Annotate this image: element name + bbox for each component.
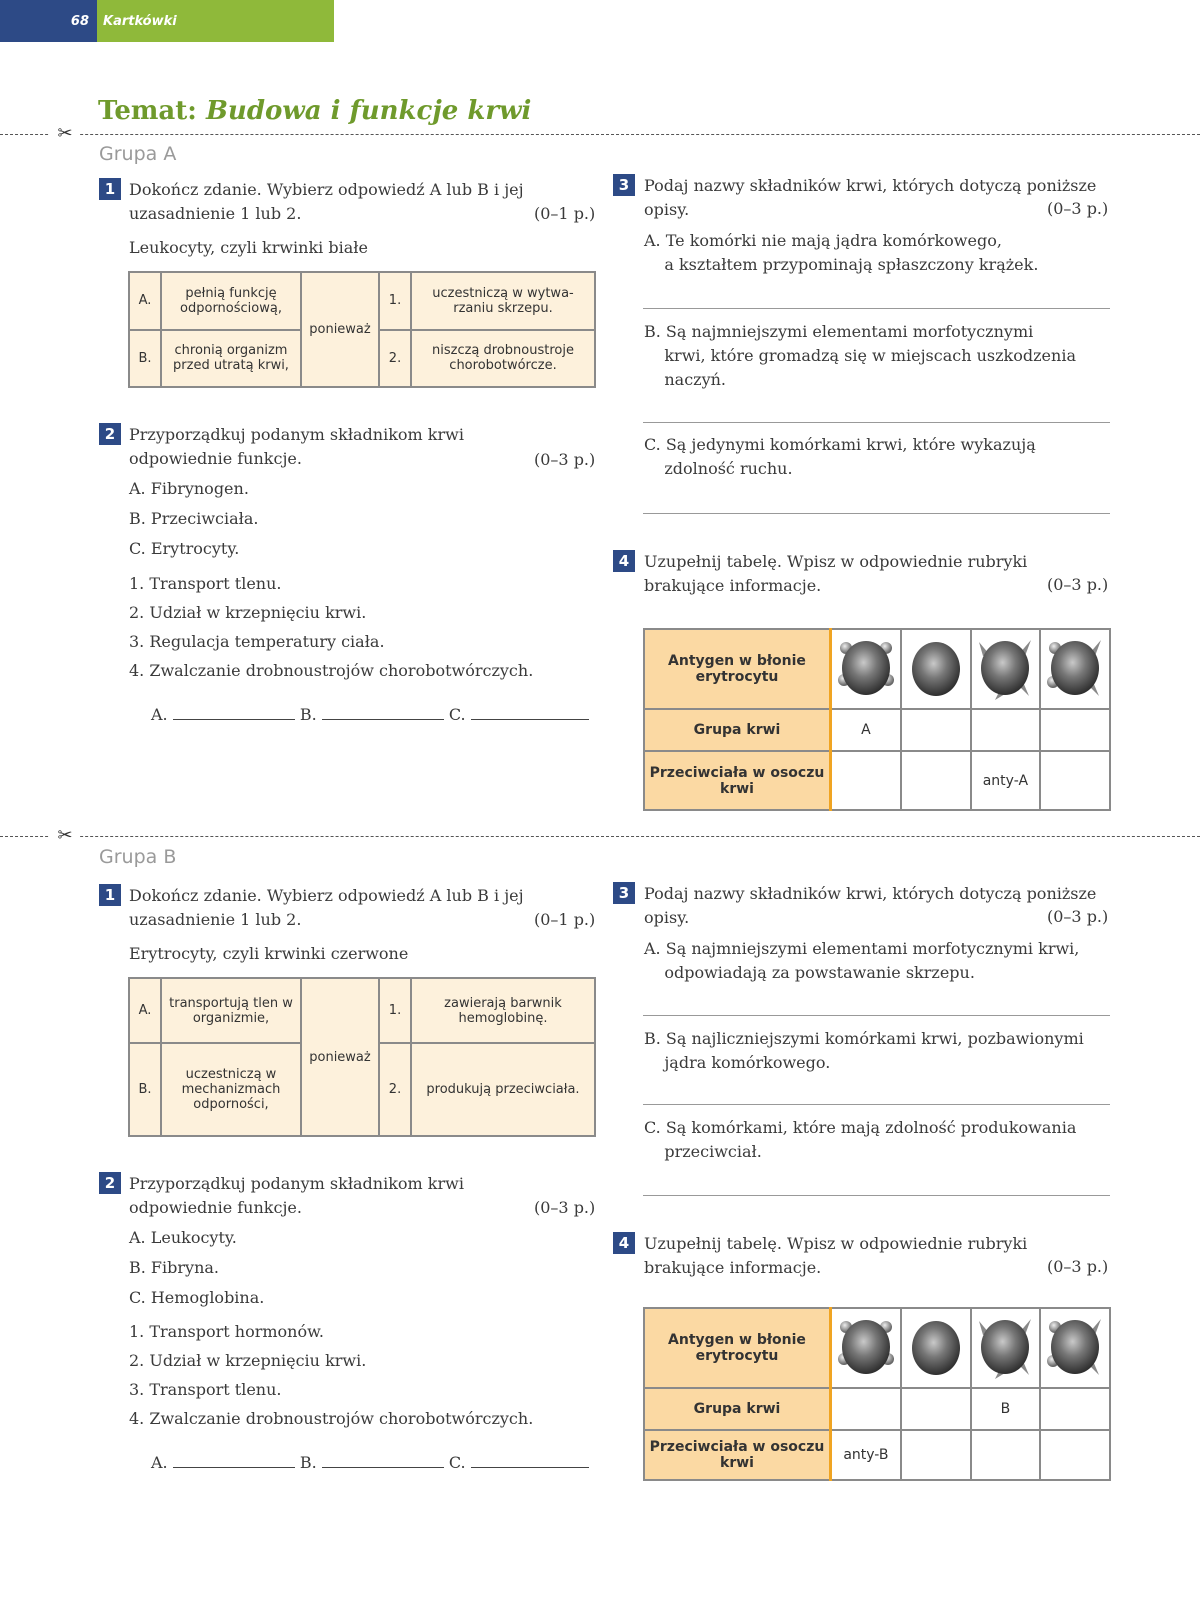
list-item: B. Fibryna.: [129, 1258, 220, 1277]
row-header: Antygen w błonie erytrocytu: [644, 1308, 831, 1388]
question-text: Podaj nazwy składników krwi, których dotyczą poniższe opisy.: [644, 176, 1097, 219]
function-item: 1. Transport tlenu.: [129, 574, 282, 593]
function-item: 3. Regulacja temperatury ciała.: [129, 632, 385, 651]
group-label: Grupa A: [99, 143, 177, 165]
option-letter: B.: [129, 1043, 161, 1136]
table-cell[interactable]: [831, 1388, 901, 1430]
blood-cell-icon: [1040, 629, 1110, 709]
reason-text: niszczą drobnoustroje chorobotwórcze.: [411, 330, 595, 388]
list-item: A. Leukocyty.: [129, 1228, 237, 1247]
question-text: Uzupełnij tabelę. Wpisz w odpowiednie rubryki brakujące informacje.: [644, 552, 1028, 595]
question-text: Dokończ zdanie. Wybierz odpowiedź A lub B i jej uzasadnienie 1 lub 2.: [129, 886, 524, 929]
option-letter: A.: [129, 272, 161, 330]
row-header: Antygen w błonie erytrocytu: [644, 629, 831, 709]
answer-line[interactable]: A. B. C.: [151, 703, 589, 727]
reason-number: 1.: [379, 272, 411, 330]
table-cell[interactable]: [1040, 709, 1110, 751]
blood-cell-icon: [831, 629, 901, 709]
cut-line: [0, 836, 1200, 837]
table-cell[interactable]: [971, 709, 1041, 751]
list-item: C. Hemoglobina.: [129, 1288, 265, 1307]
page-title: Temat: Budowa i funkcje krwi: [98, 96, 532, 126]
blood-cell-icon: [901, 1308, 971, 1388]
question-number: 1: [99, 884, 121, 906]
row-header: Grupa krwi: [644, 1388, 831, 1430]
row-header: Przeciwciała w osoczu krwi: [644, 751, 831, 810]
group-label: Grupa B: [99, 846, 177, 868]
table-cell[interactable]: [1040, 1430, 1110, 1480]
table-cell[interactable]: [901, 709, 971, 751]
option-letter: A.: [129, 978, 161, 1043]
points: (0–3 p.): [1047, 575, 1109, 594]
table-cell[interactable]: B: [971, 1388, 1041, 1430]
function-item: 4. Zwalczanie drobnoustrojów chorobotwórczych.: [129, 661, 534, 680]
scissors-icon: ✂: [50, 827, 80, 847]
section-label: Kartkówki: [97, 0, 334, 42]
list-item: A. Fibrynogen.: [129, 479, 249, 498]
blood-group-table: [643, 1307, 1111, 1481]
list-item: C. Erytrocyty.: [129, 539, 240, 558]
reason-text: uczestniczą w wytwa-rzaniu skrzepu.: [411, 272, 595, 330]
blood-cell-icon: [971, 629, 1041, 709]
question-number: 3: [613, 174, 635, 196]
points: (0–1 p.): [534, 910, 596, 929]
question-stem: Erytrocyty, czyli krwinki czerwone: [129, 944, 409, 963]
question-number: 3: [613, 882, 635, 904]
description-text: C. Są jedynymi komórkami krwi, które wykazują zdolność ruchu.: [644, 435, 1036, 478]
cut-line: [0, 134, 1200, 135]
question-number: 1: [99, 178, 121, 200]
description-text: C. Są komórkami, które mają zdolność produkowania przeciwciał.: [644, 1118, 1077, 1161]
answer-line[interactable]: [643, 513, 1110, 514]
matching-table: [128, 977, 596, 1137]
question-number: 4: [613, 550, 635, 572]
points: (0–3 p.): [1047, 907, 1109, 926]
function-item: 2. Udział w krzepnięciu krwi.: [129, 603, 367, 622]
answer-line[interactable]: [643, 1195, 1110, 1196]
scissors-icon: ✂: [50, 125, 80, 145]
page-number: 68: [0, 0, 97, 42]
question-text: Przyporządkuj podanym składnikom krwi odpowiednie funkcje.: [129, 1174, 464, 1217]
answer-line[interactable]: A. B. C.: [151, 1451, 589, 1475]
option-text: transportują tlen w organizmie,: [161, 978, 301, 1043]
because-word: ponieważ: [301, 272, 379, 387]
table-cell[interactable]: [901, 1430, 971, 1480]
points: (0–3 p.): [1047, 1257, 1109, 1276]
function-item: 1. Transport hormonów.: [129, 1322, 324, 1341]
row-header: Przeciwciała w osoczu krwi: [644, 1430, 831, 1480]
question-stem: Leukocyty, czyli krwinki białe: [129, 238, 368, 257]
reason-number: 2.: [379, 1043, 411, 1136]
answer-line[interactable]: [643, 308, 1110, 309]
table-cell[interactable]: A: [831, 709, 901, 751]
option-text: uczestniczą w mechanizmach odporności,: [161, 1043, 301, 1136]
question-number: 2: [99, 423, 121, 445]
table-cell[interactable]: [1040, 751, 1110, 810]
question-text: Dokończ zdanie. Wybierz odpowiedź A lub B i jej uzasadnienie 1 lub 2.: [129, 180, 524, 223]
option-text: pełnią funkcję odpornościową,: [161, 272, 301, 330]
reason-number: 1.: [379, 978, 411, 1043]
question-text: Przyporządkuj podanym składnikom krwi odpowiednie funkcje.: [129, 425, 464, 468]
list-item: B. Przeciwciała.: [129, 509, 259, 528]
points: (0–1 p.): [534, 204, 596, 223]
row-header: Grupa krwi: [644, 709, 831, 751]
reason-text: produkują przeciwciała.: [411, 1043, 595, 1136]
reason-number: 2.: [379, 330, 411, 388]
blood-cell-icon: [831, 1308, 901, 1388]
table-cell[interactable]: anty-A: [971, 751, 1041, 810]
function-item: 4. Zwalczanie drobnoustrojów chorobotwórczych.: [129, 1409, 534, 1428]
description-text: A. Są najmniejszymi elementami morfotycznymi krwi, odpowiadają za powstawanie skrzepu.: [644, 939, 1080, 982]
function-item: 2. Udział w krzepnięciu krwi.: [129, 1351, 367, 1370]
table-cell[interactable]: anty-B: [831, 1430, 901, 1480]
blood-cell-icon: [901, 629, 971, 709]
answer-line[interactable]: [643, 1104, 1110, 1105]
question-number: 4: [613, 1232, 635, 1254]
points: (0–3 p.): [1047, 199, 1109, 218]
table-cell[interactable]: [971, 1430, 1041, 1480]
blood-group-table: [643, 628, 1111, 811]
description-text: B. Są najliczniejszymi komórkami krwi, pozbawionymi jądra komórkowego.: [644, 1029, 1084, 1072]
table-cell[interactable]: [901, 751, 971, 810]
blood-cell-icon: [1040, 1308, 1110, 1388]
points: (0–3 p.): [534, 450, 596, 469]
description-text: B. Są najmniejszymi elementami morfotycznymi krwi, które gromadzą się w miejscach uszkodzenia naczyń.: [644, 322, 1076, 389]
because-word: ponieważ: [301, 978, 379, 1136]
blood-cell-icon: [971, 1308, 1041, 1388]
table-cell[interactable]: [1040, 1388, 1110, 1430]
answer-line[interactable]: [643, 1015, 1110, 1016]
reason-text: zawierają barwnik hemoglobinę.: [411, 978, 595, 1043]
answer-line[interactable]: [643, 422, 1110, 423]
matching-table: [128, 271, 596, 388]
question-text: Podaj nazwy składników krwi, których dotyczą poniższe opisy.: [644, 884, 1097, 927]
option-text: chronią organizm przed utratą krwi,: [161, 330, 301, 388]
question-number: 2: [99, 1172, 121, 1194]
description-text: A. Te komórki nie mają jądra komórkowego, a kształtem przypominają spłaszczony krążek.: [644, 231, 1039, 274]
question-text: Uzupełnij tabelę. Wpisz w odpowiednie rubryki brakujące informacje.: [644, 1234, 1028, 1277]
function-item: 3. Transport tlenu.: [129, 1380, 282, 1399]
table-cell[interactable]: [831, 751, 901, 810]
option-letter: B.: [129, 330, 161, 388]
points: (0–3 p.): [534, 1198, 596, 1217]
table-cell[interactable]: [901, 1388, 971, 1430]
